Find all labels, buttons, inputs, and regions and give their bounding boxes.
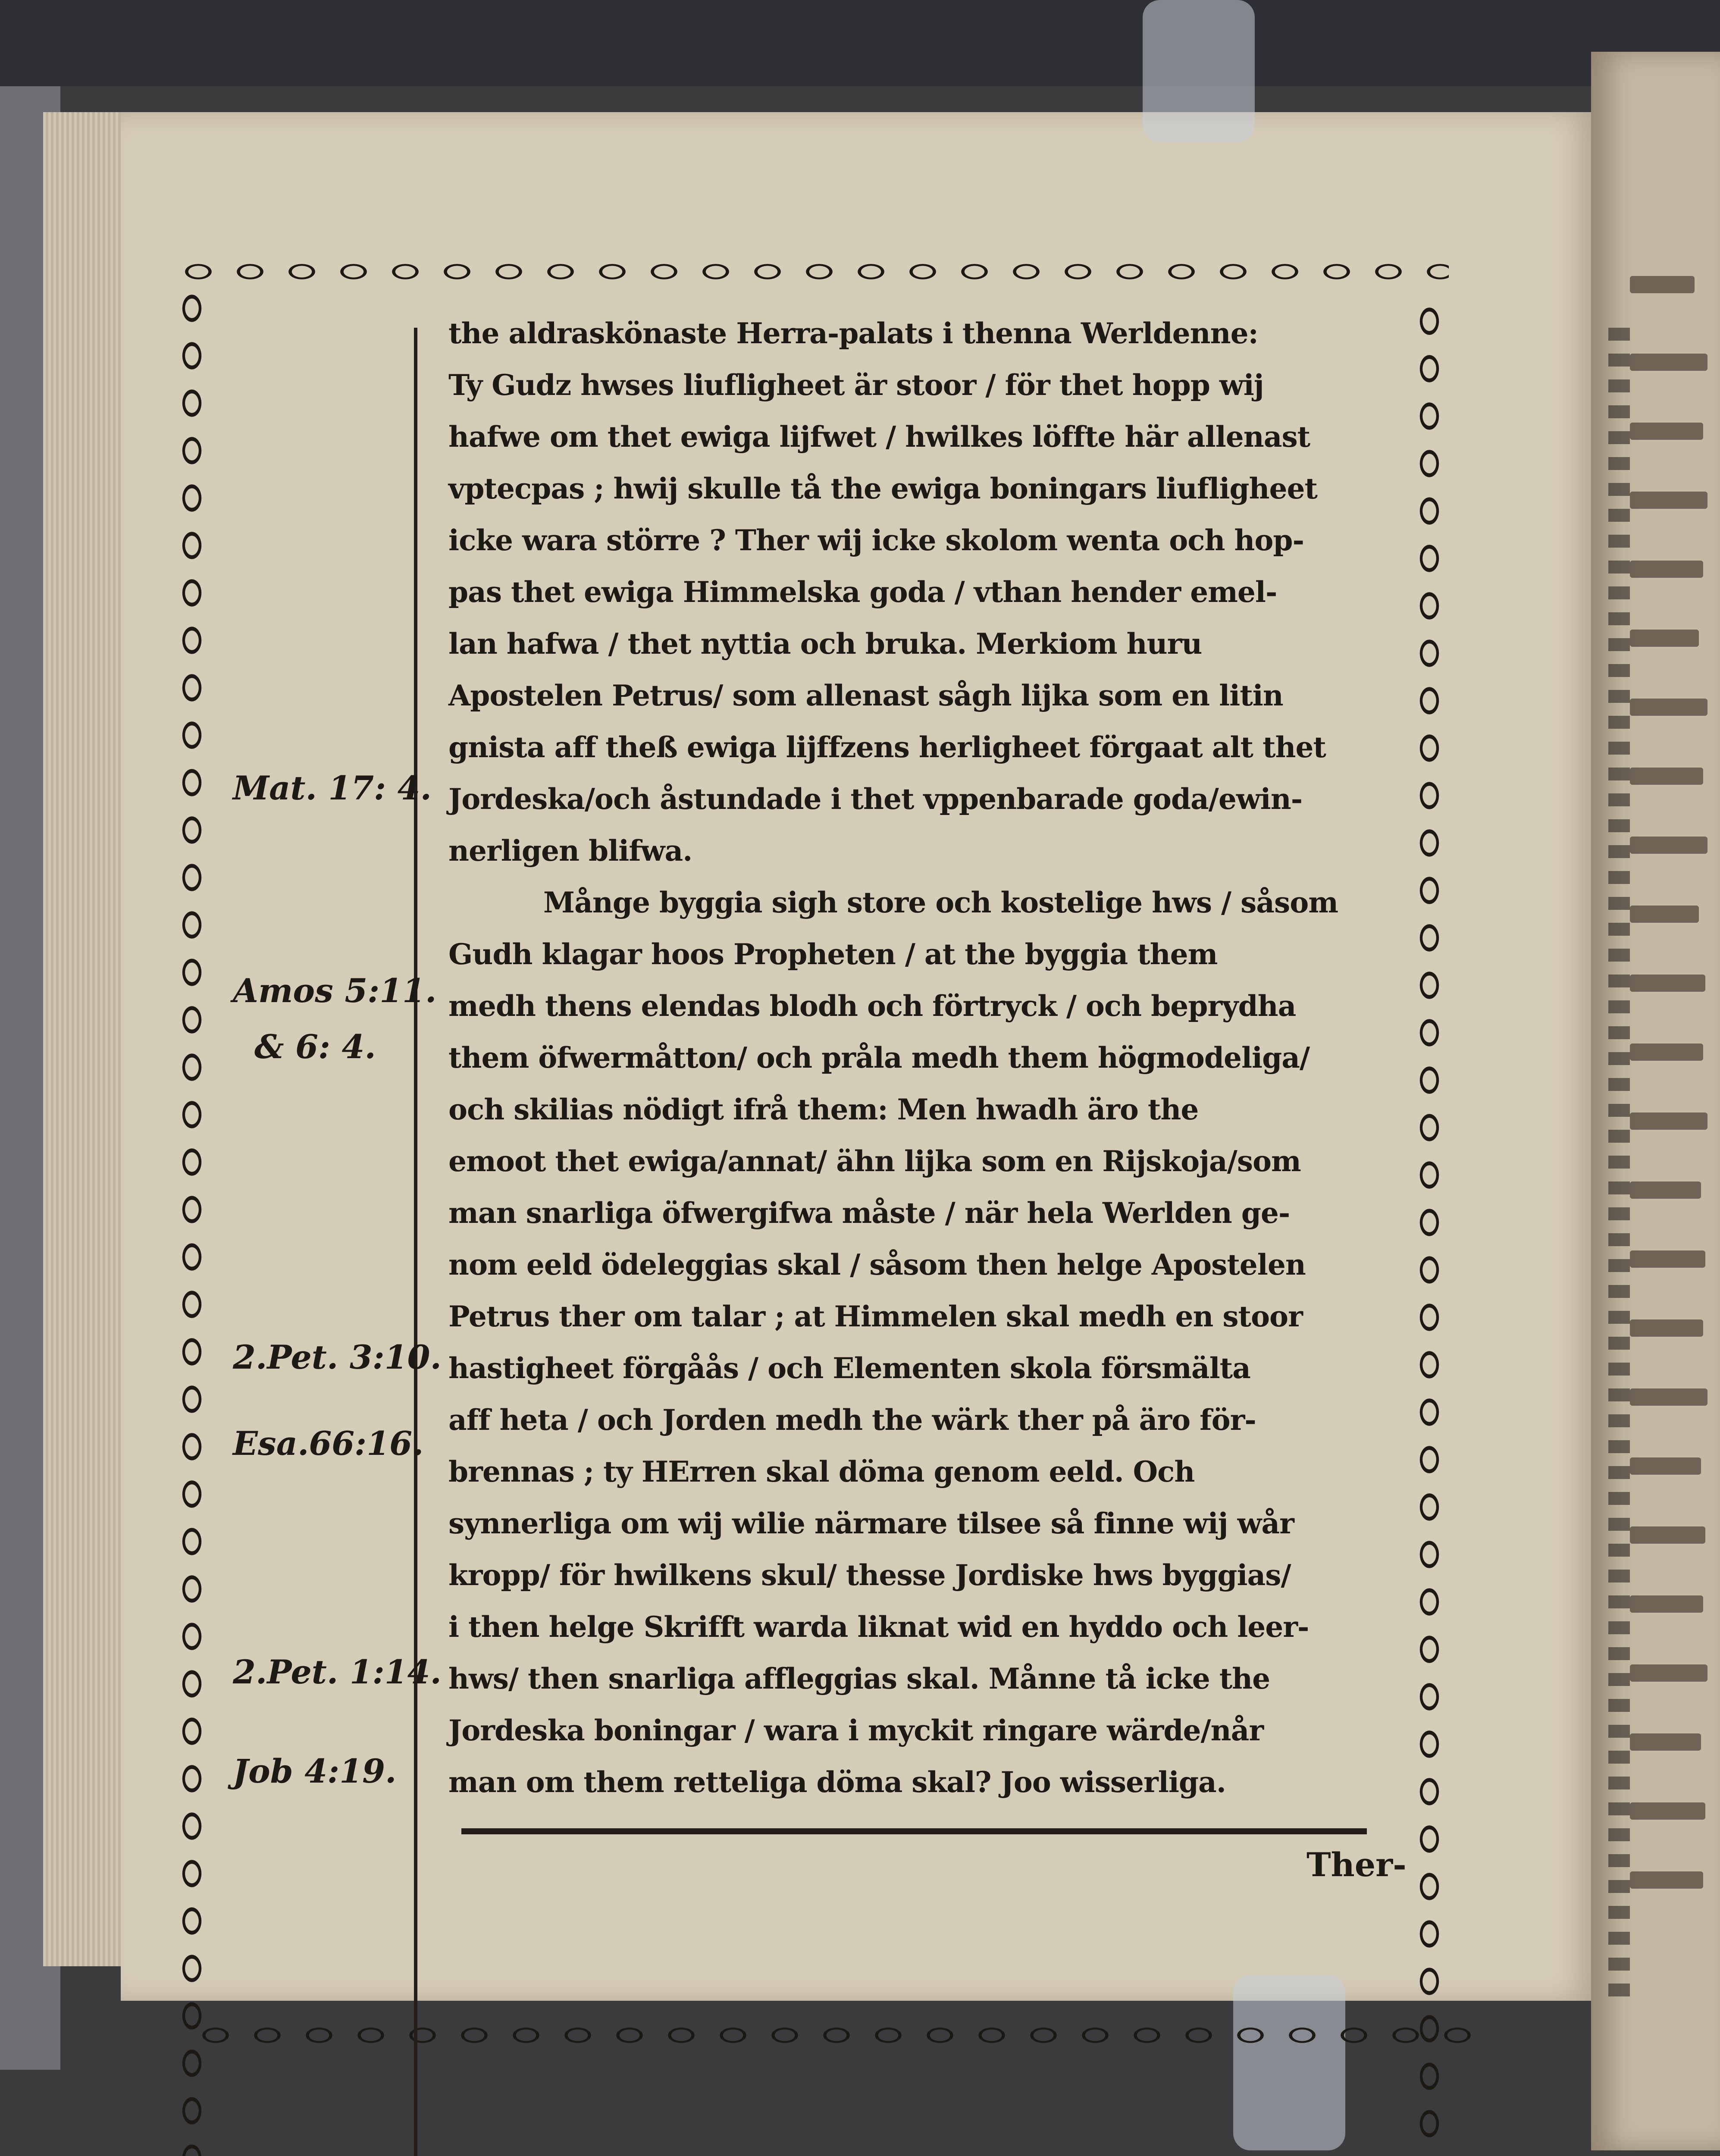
body-text-line: Gudh klagar hoos Propheten / at the byggia them <box>448 937 1218 971</box>
body-text-line: man om them retteliga döma skal? Joo wisserliga. <box>448 1765 1226 1799</box>
body-text-line: kropp/ för hwilkens skul/ thesse Jordiske hws byggias/ <box>448 1558 1291 1592</box>
margin-reference: Esa.66:16. <box>233 1424 424 1463</box>
body-text-line: och skilias nödigt ifrå them: Men hwadh äro the <box>448 1093 1199 1126</box>
body-text-line: brennas ; ty HErren skal döma genom eeld. Och <box>448 1455 1195 1489</box>
margin-reference: 2.Pet. 3:10. <box>233 1338 442 1376</box>
body-text-line: pas thet ewiga Himmelska goda / vthan hender emel- <box>448 575 1277 609</box>
ornamental-border-bottom <box>190 2018 1475 2053</box>
body-text-line: aff heta / och Jorden medh the wärk ther på äro för- <box>448 1403 1256 1437</box>
margin-reference: Mat. 17: 4. <box>233 769 432 807</box>
body-text-line: lan hafwa / thet nyttia och bruka. Merkiom huru <box>448 627 1202 661</box>
page-clip-bottom <box>1233 1975 1345 2150</box>
body-text-line: hws/ then snarliga affleggias skal. Månne tå icke the <box>448 1662 1270 1695</box>
body-text-line: them öfwermåtton/ och pråla medh them högmodeliga/ <box>448 1041 1310 1075</box>
body-text-line: icke wara större ? Ther wij icke skolom wenta och hop- <box>448 523 1304 557</box>
body-text-line: Apostelen Petrus/ som allenast sågh lijka som en litin <box>448 679 1283 712</box>
body-text-line: vptecpas ; hwij skulle tå the ewiga boningars liufligheet <box>448 472 1318 505</box>
ornamental-border-right <box>1410 298 1449 2156</box>
ornamental-border-left <box>172 285 211 2156</box>
body-text-line: nerligen blifwa. <box>448 834 692 868</box>
body-text-line: Jordeska/och åstundade i thet vppenbarade goda/ewin- <box>448 782 1303 816</box>
body-text-line: man snarliga öfwergifwa måste / när hela Werlden ge- <box>448 1196 1290 1230</box>
margin-column-rule <box>414 328 417 2156</box>
body-text-line: hafwe om thet ewiga lijfwet / hwilkes löffte här allenast <box>448 420 1310 454</box>
catchword: Ther- <box>1306 1846 1407 1884</box>
body-text-line: i then helge Skrifft warda liknat wid en hyddo och leer- <box>448 1610 1309 1644</box>
margin-reference: Amos 5:11. <box>233 971 437 1010</box>
body-text-line: Petrus ther om talar ; at Himmelen skal medh en stoor <box>448 1300 1303 1333</box>
body-text-line: emoot thet ewiga/annat/ ähn lijka som en Rijskoja/som <box>448 1144 1301 1178</box>
body-text-line: medh thens elendas blodh och förtryck / och beprydha <box>448 989 1296 1023</box>
body-text-line: synnerliga om wij wilie närmare tilsee så finne wij wår <box>448 1507 1294 1540</box>
body-text-line: gnista aff theß ewiga lijffzens herligheet förgaat alt thet <box>448 730 1326 764</box>
body-text-line: Jordeska boningar / wara i myckit ringare wärde/når <box>448 1714 1264 1747</box>
body-text-line: nom eeld ödeleggias skal / såsom then helge Apostelen <box>448 1248 1306 1282</box>
body-text-line: hastigheet förgåås / och Elementen skola försmälta <box>448 1351 1250 1385</box>
margin-reference: Job 4:19. <box>233 1752 397 1790</box>
facing-page <box>1591 52 1720 2150</box>
scan-background <box>0 0 1720 86</box>
footer-rule <box>461 1828 1367 1834</box>
facing-page-border <box>1608 328 1630 2009</box>
margin-reference: 2.Pet. 1:14. <box>233 1653 442 1691</box>
margin-reference: & 6: 4. <box>254 1028 376 1066</box>
body-text-line: the aldraskönaste Herra-palats i thenna Werldenne: <box>448 317 1258 350</box>
page-clip-top <box>1143 0 1255 142</box>
ornamental-border-top <box>172 254 1449 289</box>
body-text-line: Månge byggia sigh store och kostelige hws / såsom <box>543 886 1338 919</box>
body-text-line: Ty Gudz hwses liufligheet är stoor / för thet hopp wij <box>448 368 1264 402</box>
